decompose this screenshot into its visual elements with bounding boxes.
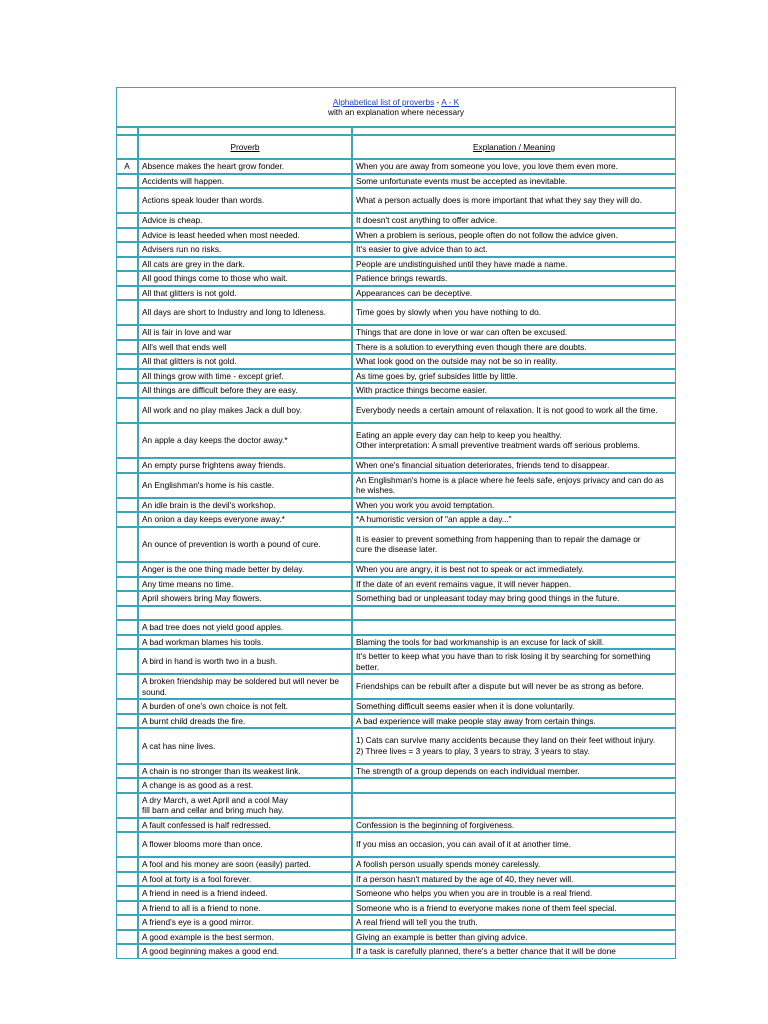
- proverb-cell: Any time means no time.: [138, 577, 352, 592]
- letter-cell: [116, 944, 138, 959]
- letter-cell: [116, 778, 138, 793]
- letter-cell: [116, 832, 138, 857]
- proverb-cell: A cat has nine lives.: [138, 728, 352, 764]
- letter-cell: [116, 620, 138, 635]
- letter-cell: [116, 577, 138, 592]
- proverb-cell: A bad tree does not yield good apples.: [138, 620, 352, 635]
- proverb-cell: A bird in hand is worth two in a bush.: [138, 649, 352, 674]
- table-row: [116, 473, 676, 498]
- letter-cell: [116, 257, 138, 272]
- letter-cell: [116, 562, 138, 577]
- letter-cell: A: [116, 159, 138, 174]
- proverb-cell: All things are difficult before they are easy.: [138, 383, 352, 398]
- table-row: [116, 591, 676, 606]
- explanation-cell: Patience brings rewards.: [352, 271, 676, 286]
- table-row: [116, 764, 676, 779]
- table-row: [116, 398, 676, 423]
- table-row: [116, 901, 676, 916]
- letter-cell: [116, 473, 138, 498]
- letter-cell: [116, 498, 138, 513]
- proverb-cell: An apple a day keeps the doctor away.*: [138, 423, 352, 459]
- table-row: [116, 915, 676, 930]
- subtitle: with an explanation where necessary: [327, 107, 465, 117]
- letter-header-cell: [116, 135, 138, 159]
- proverb-cell: Accidents will happen.: [138, 174, 352, 189]
- proverb-cell: All is fair in love and war: [138, 325, 352, 340]
- explanation-cell: Something difficult seems easier when it is done voluntarily.: [352, 699, 676, 714]
- table-row: [116, 857, 676, 872]
- proverb-cell: A bad workman blames his tools.: [138, 635, 352, 650]
- proverb-cell: A dry March, a wet April and a cool May fill barn and cellar and bring much hay.: [138, 793, 352, 818]
- letter-cell: [116, 674, 138, 699]
- explanation-cell: *A humoristic version of "an apple a day...": [352, 512, 676, 527]
- explanation-cell: 1) Cats can survive many accidents because they land on their feet without injury. 2) Three lives = 3 years to play, 3 years to stray, 3 years to stay.: [352, 728, 676, 764]
- table-row: [116, 228, 676, 243]
- explanation-cell: Friendships can be rebuilt after a dispute but will never be as strong as before.: [352, 674, 676, 699]
- letter-cell: [116, 271, 138, 286]
- explanation-cell: Things that are done in love or war can often be excused.: [352, 325, 676, 340]
- table-row: [116, 512, 676, 527]
- proverb-cell: An ounce of prevention is worth a pound of cure.: [138, 527, 352, 563]
- explanation-column-header: Explanation / Meaning: [352, 135, 676, 159]
- explanation-cell: [352, 793, 676, 818]
- table-row: [116, 527, 676, 563]
- explanation-cell: Blaming the tools for bad workmanship is an excuse for lack of skill.: [352, 635, 676, 650]
- proverb-cell: A friend to all is a friend to none.: [138, 901, 352, 916]
- proverb-cell: All work and no play makes Jack a dull boy.: [138, 398, 352, 423]
- proverbs-table: [116, 87, 676, 959]
- explanation-cell: A foolish person usually spends money carelessly.: [352, 857, 676, 872]
- proverb-cell: An empty purse frightens away friends.: [138, 458, 352, 473]
- table-row: [116, 635, 676, 650]
- table-row: [116, 174, 676, 189]
- table-row: [116, 818, 676, 833]
- table-row: [116, 498, 676, 513]
- title-row: [116, 87, 676, 127]
- proverb-cell: All days are short to Industry and long to Idleness.: [138, 300, 352, 325]
- explanation-cell: [352, 778, 676, 793]
- proverb-cell: Actions speak louder than words.: [138, 188, 352, 213]
- explanation-cell: Some unfortunate events must be accepted as inevitable.: [352, 174, 676, 189]
- spacer-cell: [352, 127, 676, 135]
- table-row: [116, 340, 676, 355]
- table-row: [116, 271, 676, 286]
- table-row: [116, 674, 676, 699]
- proverb-cell: All good things come to those who wait.: [138, 271, 352, 286]
- explanation-cell: If the date of an event remains vague, it will never happen.: [352, 577, 676, 592]
- proverb-cell: All's well that ends well: [138, 340, 352, 355]
- letter-cell: [116, 423, 138, 459]
- explanation-cell: It's better to keep what you have than to risk losing it by searching for something better.: [352, 649, 676, 674]
- explanation-cell: An Englishman's home is a place where he feels safe, enjoys privacy and can do as he wishes.: [352, 473, 676, 498]
- title-cell: [116, 87, 676, 127]
- table-row: [116, 944, 676, 959]
- letter-cell: [116, 728, 138, 764]
- explanation-cell: When you are away from someone you love, you love them even more.: [352, 159, 676, 174]
- proverb-cell: A fault confessed is half redressed.: [138, 818, 352, 833]
- proverb-cell: A good beginning makes a good end.: [138, 944, 352, 959]
- spacer-row: [116, 127, 676, 135]
- letter-cell: [116, 527, 138, 563]
- table-row: [116, 886, 676, 901]
- proverbs-document: [116, 87, 676, 959]
- proverb-cell: Advice is cheap.: [138, 213, 352, 228]
- explanation-cell: There is a solution to everything even though there are doubts.: [352, 340, 676, 355]
- title-separator: -: [434, 96, 442, 107]
- table-row: [116, 458, 676, 473]
- letter-cell: [116, 286, 138, 301]
- proverb-cell: A good example is the best sermon.: [138, 930, 352, 945]
- explanation-cell: It doesn't cost anything to offer advice.: [352, 213, 676, 228]
- table-row: [116, 699, 676, 714]
- table-row: [116, 620, 676, 635]
- table-row: [116, 325, 676, 340]
- letter-cell: [116, 591, 138, 606]
- proverb-cell: A change is as good as a rest.: [138, 778, 352, 793]
- explanation-cell: If a person hasn't matured by the age of 40, they never will.: [352, 872, 676, 887]
- explanation-cell: It's easier to give advice than to act.: [352, 242, 676, 257]
- explanation-cell: When a problem is serious, people often do not follow the advice given.: [352, 228, 676, 243]
- table-row: [116, 930, 676, 945]
- explanation-cell: What a person actually does is more important that what they say they will do.: [352, 188, 676, 213]
- proverb-cell: An onion a day keeps everyone away.*: [138, 512, 352, 527]
- proverb-cell: A burden of one's own choice is not felt.: [138, 699, 352, 714]
- table-row: [116, 242, 676, 257]
- proverb-cell: Advice is least heeded when most needed.: [138, 228, 352, 243]
- explanation-cell: Appearances can be deceptive.: [352, 286, 676, 301]
- proverb-cell: A fool and his money are soon (easily) parted.: [138, 857, 352, 872]
- letter-cell: [116, 188, 138, 213]
- letter-cell: [116, 512, 138, 527]
- table-row: [116, 213, 676, 228]
- table-row: [116, 832, 676, 857]
- column-header-row: [116, 135, 676, 159]
- proverb-cell: [138, 606, 352, 621]
- letter-cell: [116, 915, 138, 930]
- table-row: [116, 369, 676, 384]
- table-row: [116, 577, 676, 592]
- explanation-cell: Everybody needs a certain amount of relaxation. It is not good to work all the time.: [352, 398, 676, 423]
- explanation-cell: Something bad or unpleasant today may bring good things in the future.: [352, 591, 676, 606]
- letter-cell: [116, 872, 138, 887]
- letter-cell: [116, 930, 138, 945]
- letter-cell: [116, 793, 138, 818]
- explanation-cell: [352, 620, 676, 635]
- letter-cell: [116, 340, 138, 355]
- explanation-cell: As time goes by, grief subsides little by little.: [352, 369, 676, 384]
- proverb-cell: A friend in need is a friend indeed.: [138, 886, 352, 901]
- table-row: [116, 383, 676, 398]
- proverb-cell: All that glitters is not gold.: [138, 286, 352, 301]
- proverb-cell: A chain is no stronger than its weakest link.: [138, 764, 352, 779]
- proverb-cell: A broken friendship may be soldered but will never be sound.: [138, 674, 352, 699]
- letter-cell: [116, 398, 138, 423]
- proverb-cell: A friend's eye is a good mirror.: [138, 915, 352, 930]
- table-row: [116, 872, 676, 887]
- table-row: [116, 606, 676, 621]
- proverb-cell: Advisers run no risks.: [138, 242, 352, 257]
- explanation-cell: The strength of a group depends on each individual member.: [352, 764, 676, 779]
- proverb-cell: Anger is the one thing made better by delay.: [138, 562, 352, 577]
- proverb-cell: An idle brain is the devil's workshop.: [138, 498, 352, 513]
- explanation-cell: Time goes by slowly when you have nothing to do.: [352, 300, 676, 325]
- explanation-cell: People are undistinguished until they have made a name.: [352, 257, 676, 272]
- explanation-cell: Giving an example is better than giving advice.: [352, 930, 676, 945]
- explanation-cell: With practice things become easier.: [352, 383, 676, 398]
- letter-cell: [116, 174, 138, 189]
- spacer-cell: [138, 127, 352, 135]
- proverb-cell: All cats are grey in the dark.: [138, 257, 352, 272]
- table-row: [116, 793, 676, 818]
- table-row: [116, 286, 676, 301]
- letter-cell: [116, 606, 138, 621]
- letter-cell: [116, 242, 138, 257]
- proverb-column-header: Proverb: [138, 135, 352, 159]
- title-line: [117, 97, 675, 108]
- proverbs-list-link[interactable]: Alphabetical list of proverbs: [332, 96, 435, 107]
- range-link[interactable]: A - K: [441, 96, 460, 107]
- letter-cell: [116, 901, 138, 916]
- letter-cell: [116, 458, 138, 473]
- table-row: [116, 159, 676, 174]
- letter-cell: [116, 764, 138, 779]
- letter-cell: [116, 699, 138, 714]
- letter-cell: [116, 300, 138, 325]
- explanation-cell: If you miss an occasion, you can avail of it at another time.: [352, 832, 676, 857]
- proverb-cell: All things grow with time - except grief.: [138, 369, 352, 384]
- explanation-cell: What look good on the outside may not be so in reality.: [352, 354, 676, 369]
- explanation-cell: When you are angry, it is best not to speak or act immediately.: [352, 562, 676, 577]
- letter-cell: [116, 383, 138, 398]
- letter-cell: [116, 818, 138, 833]
- explanation-cell: Someone who helps you when you are in trouble is a real friend.: [352, 886, 676, 901]
- table-row: [116, 562, 676, 577]
- table-row: [116, 714, 676, 729]
- explanation-cell: Confession is the beginning of forgiveness.: [352, 818, 676, 833]
- proverb-cell: A fool at forty is a fool forever.: [138, 872, 352, 887]
- letter-cell: [116, 354, 138, 369]
- letter-cell: [116, 649, 138, 674]
- explanation-cell: Eating an apple every day can help to keep you healthy. Other interpretation: A small preventive treatment wards off serious problems.: [352, 423, 676, 459]
- explanation-cell: A bad experience will make people stay away from certain things.: [352, 714, 676, 729]
- table-row: [116, 778, 676, 793]
- proverb-cell: April showers bring May flowers.: [138, 591, 352, 606]
- proverb-cell: A burnt child dreads the fire.: [138, 714, 352, 729]
- letter-cell: [116, 369, 138, 384]
- spacer-cell: [116, 127, 138, 135]
- explanation-cell: If a task is carefully planned, there's a better chance that it will be done: [352, 944, 676, 959]
- table-row: [116, 423, 676, 459]
- table-row: [116, 257, 676, 272]
- explanation-cell: Someone who is a friend to everyone makes none of them feel special.: [352, 901, 676, 916]
- letter-cell: [116, 886, 138, 901]
- letter-cell: [116, 213, 138, 228]
- explanation-cell: When you work you avoid temptation.: [352, 498, 676, 513]
- explanation-cell: It is easier to prevent something from happening than to repair the damage or cure the disease later.: [352, 527, 676, 563]
- table-row: [116, 354, 676, 369]
- letter-cell: [116, 635, 138, 650]
- proverb-cell: All that glitters is not gold.: [138, 354, 352, 369]
- letter-cell: [116, 714, 138, 729]
- letter-cell: [116, 228, 138, 243]
- table-row: [116, 188, 676, 213]
- table-row: [116, 300, 676, 325]
- explanation-cell: [352, 606, 676, 621]
- table-row: [116, 649, 676, 674]
- letter-cell: [116, 857, 138, 872]
- proverb-cell: A flower blooms more than once.: [138, 832, 352, 857]
- explanation-cell: A real friend will tell you the truth.: [352, 915, 676, 930]
- proverb-cell: An Englishman's home is his castle.: [138, 473, 352, 498]
- explanation-cell: When one's financial situation deteriorates, friends tend to disappear.: [352, 458, 676, 473]
- proverb-cell: Absence makes the heart grow fonder.: [138, 159, 352, 174]
- table-row: [116, 728, 676, 764]
- letter-cell: [116, 325, 138, 340]
